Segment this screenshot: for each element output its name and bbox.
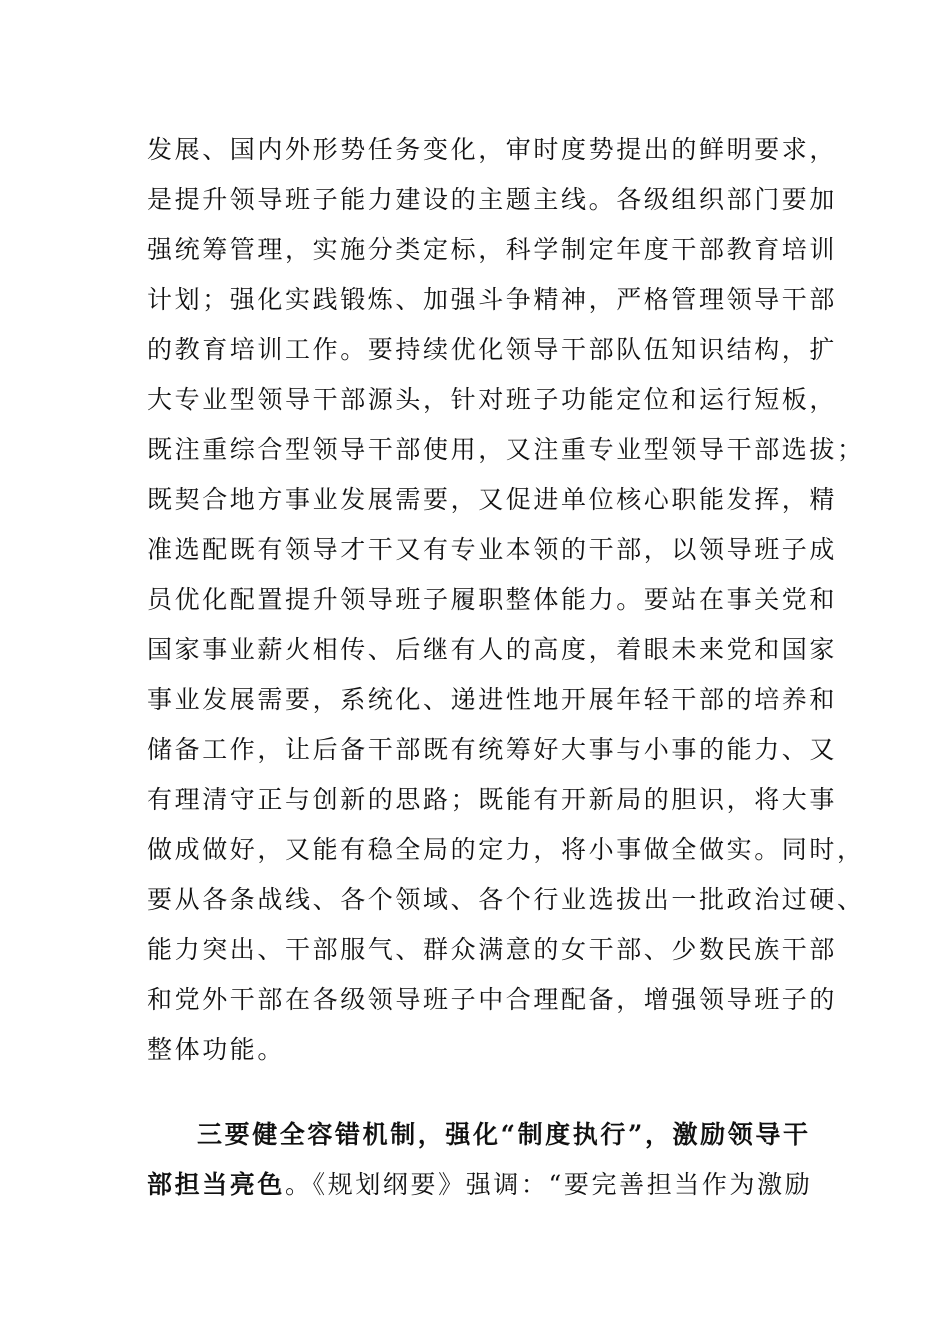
body-text-line: 发展、国内外形势任务变化，审时度势提出的鲜明要求， xyxy=(147,135,838,164)
body-text-line: 事业发展需要，系统化、递进性地开展年轻干部的培养和 xyxy=(147,685,838,714)
body-text-line: 要从各条战线、各个领域、各个行业选拔出一批政治过硬、 xyxy=(147,885,865,914)
body-text-line: 计划；强化实践锻炼、加强斗争精神，严格管理领导干部 xyxy=(147,285,838,314)
body-text-line: 整体功能。 xyxy=(147,1035,286,1064)
body-text-line: 是提升领导班子能力建设的主题主线。各级组织部门要加 xyxy=(147,185,838,214)
section-heading-bold-text: 部担当亮色 xyxy=(147,1170,286,1199)
body-text-line: 既注重综合型领导干部使用，又注重专业型领导干部选拔； xyxy=(147,435,865,464)
body-text-line: 员优化配置提升领导班子履职整体能力。要站在事关党和 xyxy=(147,585,838,614)
body-text-line: 国家事业薪火相传、后继有人的高度，着眼未来党和国家 xyxy=(147,635,838,664)
body-text-line: 能力突出、干部服气、群众满意的女干部、少数民族干部 xyxy=(147,935,838,964)
body-text-line: 的教育培训工作。要持续优化领导干部队伍知识结构，扩 xyxy=(147,335,838,364)
body-text-line: 和党外干部在各级领导班子中合理配备，增强领导班子的 xyxy=(147,985,838,1014)
body-text-line: 做成做好，又能有稳全局的定力，将小事做全做实。同时， xyxy=(147,835,865,864)
body-text-line: 准选配既有领导才干又有专业本领的干部，以领导班子成 xyxy=(147,535,838,564)
section-heading-continuation xyxy=(147,1165,812,1205)
body-text-line: 大专业型领导干部源头，针对班子功能定位和运行短板， xyxy=(147,385,838,414)
body-text-line: 既契合地方事业发展需要，又促进单位核心职能发挥，精 xyxy=(147,485,838,514)
body-text-line: 储备工作，让后备干部既有统筹好大事与小事的能力、又 xyxy=(147,735,838,764)
body-text-segment: 。《规划纲要》强调：“要完善担当作为激励 xyxy=(285,1170,813,1199)
body-text-line: 强统筹管理，实施分类定标，科学制定年度干部教育培训 xyxy=(147,235,838,264)
body-text-line: 有理清守正与创新的思路；既能有开新局的胆识，将大事 xyxy=(147,785,838,814)
section-heading-line: 三要健全容错机制，强化“制度执行”，激励领导干 xyxy=(197,1120,811,1149)
